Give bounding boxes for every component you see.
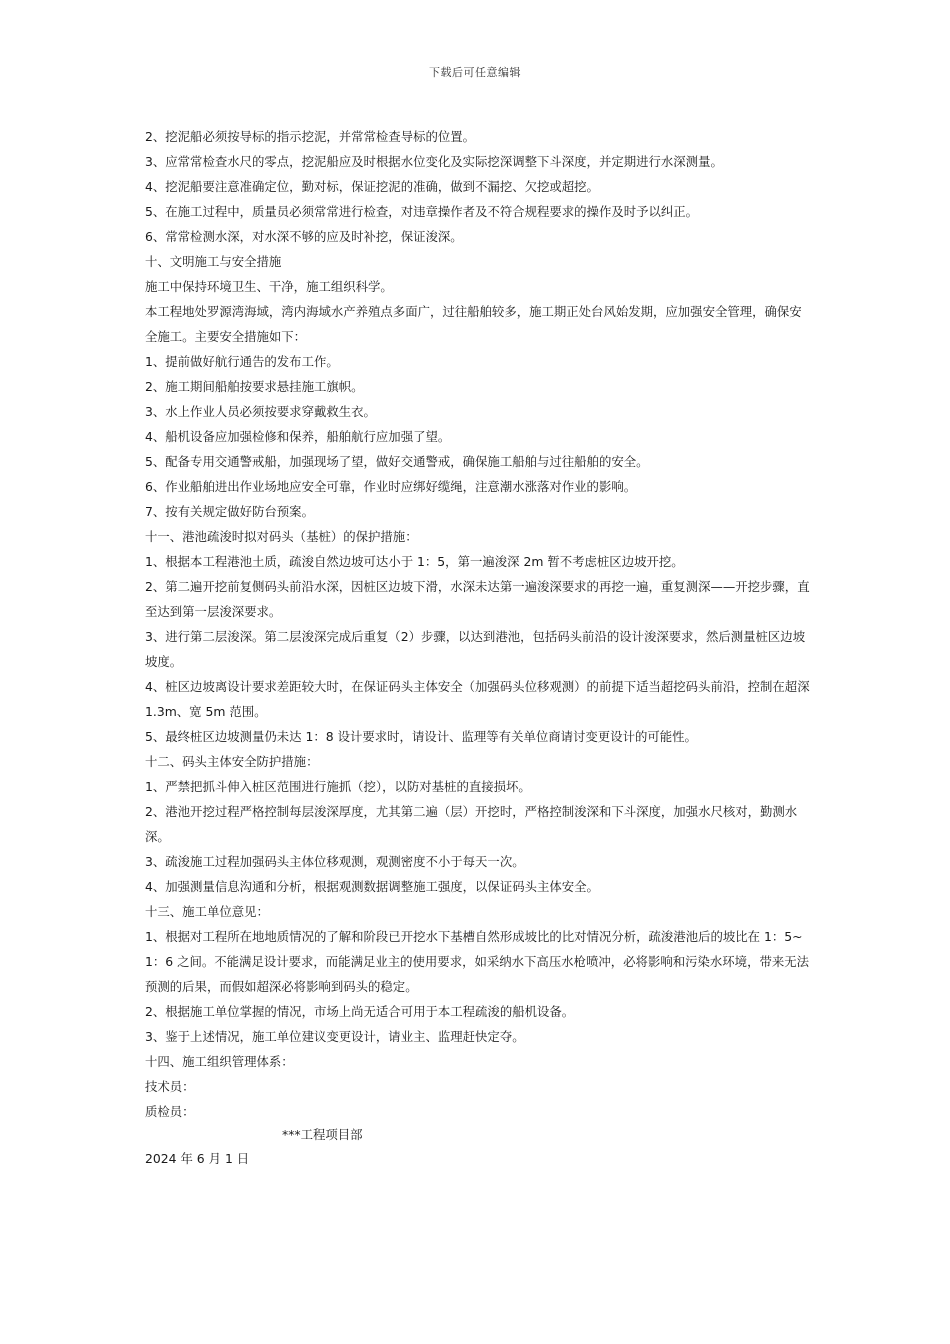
paragraph: 1、根据对工程所在地地质情况的了解和阶段已开挖水下基槽自然形成坡比的比对情况分析，疏浚港池后的坡比在 1：5~1：6 之间。不能满足设计要求，而能满足业主的使用要求，如采纳水下高压水枪喷冲，必将影响和污染水环境，带来无法预测的后果，而假如超深必将影响到码头的稳定。 (145, 929, 810, 994)
paragraph: 1、严禁把抓斗伸入桩区范围进行施抓（挖），以防对基桩的直接损坏。 (145, 779, 531, 794)
paragraph: 3、应常常检查水尺的零点，挖泥船应及时根据水位变化及实际挖深调整下斗深度，并定期进行水深测量。 (145, 154, 723, 169)
paragraph: 2、第二遍开挖前复侧码头前沿水深，因桩区边坡下滑，水深未达第一遍浚深要求的再挖一遍，重复测深——开挖步骤，直至达到第一层浚深要求。 (145, 579, 810, 619)
paragraph: 2、施工期间船舶按要求悬挂施工旗帜。 (145, 379, 364, 394)
section-heading: 十一、港池疏浚时拟对码头（基桩）的保护措施： (145, 529, 418, 544)
paragraph: 施工中保持环境卫生、干净，施工组织科学。 (145, 279, 393, 294)
paragraph: 4、挖泥船要注意准确定位，勤对标，保证挖泥的准确，做到不漏挖、欠挖或超挖。 (145, 179, 599, 194)
technician-label: 技术员： (145, 1079, 195, 1094)
section-heading: 十、文明施工与安全措施 (145, 254, 282, 269)
paragraph: 7、按有关规定做好防台预案。 (145, 504, 314, 519)
paragraph: 5、配备专用交通警戒船，加强现场了望，做好交通警戒，确保施工船舶与过往船舶的安全。 (145, 454, 649, 469)
paragraph: 1、提前做好航行通告的发布工作。 (145, 354, 339, 369)
signature-department: ***工程项目部 (282, 1127, 363, 1142)
paragraph: 4、船机设备应加强检修和保养，船舶航行应加强了望。 (145, 429, 451, 444)
section-heading: 十四、施工组织管理体系： (145, 1054, 294, 1069)
document-body (145, 124, 810, 1124)
paragraph: 6、常常检测水深，对水深不够的应及时补挖，保证浚深。 (145, 229, 463, 244)
signature-date: 2024 年 6 月 1 日 (145, 1151, 250, 1166)
section-heading: 十二、码头主体安全防护措施： (145, 754, 319, 769)
paragraph: 6、作业船舶进出作业场地应安全可靠，作业时应绑好缆绳，注意潮水涨落对作业的影响。 (145, 479, 637, 494)
paragraph: 4、桩区边坡离设计要求差距较大时，在保证码头主体安全（加强码头位移观测）的前提下适当超挖码头前沿，控制在超深 1.3m、宽 5m 范围。 (145, 679, 810, 719)
page-header: 下载后可任意编辑 (429, 66, 521, 79)
paragraph: 1、根据本工程港池土质，疏浚自然边坡可达小于 1：5，第一遍浚深 2m 暂不考虑桩区边坡开挖。 (145, 554, 684, 569)
paragraph: 5、在施工过程中，质量员必须常常进行检查，对违章操作者及不符合规程要求的操作及时予以纠正。 (145, 204, 699, 219)
paragraph: 本工程地处罗源湾海域，湾内海域水产养殖点多面广，过往船舶较多，施工期正处台风始发期，应加强安全管理，确保安全施工。主要安全措施如下： (145, 304, 802, 344)
paragraph: 2、港池开挖过程严格控制每层浚深厚度，尤其第二遍（层）开挖时，严格控制浚深和下斗深度，加强水尺核对，勤测水深。 (145, 804, 798, 844)
paragraph: 5、最终桩区边坡测量仍未达 1：8 设计要求时，请设计、监理等有关单位商请讨变更设计的可能性。 (145, 729, 697, 744)
inspector-label: 质检员： (145, 1104, 195, 1119)
paragraph: 3、水上作业人员必须按要求穿戴救生衣。 (145, 404, 376, 419)
paragraph: 3、鉴于上述情况，施工单位建议变更设计，请业主、监理赶快定夺。 (145, 1029, 525, 1044)
paragraph: 4、加强测量信息沟通和分析，根据观测数据调整施工强度，以保证码头主体安全。 (145, 879, 599, 894)
paragraph: 3、进行第二层浚深。第二层浚深完成后重复（2）步骤，以达到港池，包括码头前沿的设计浚深要求，然后测量桩区边坡坡度。 (145, 629, 806, 669)
section-heading: 十三、施工单位意见： (145, 904, 269, 919)
paragraph: 2、挖泥船必须按导标的指示挖泥，并常常检查导标的位置。 (145, 129, 476, 144)
paragraph: 2、根据施工单位掌握的情况，市场上尚无适合可用于本工程疏浚的船机设备。 (145, 1004, 575, 1019)
paragraph: 3、疏浚施工过程加强码头主体位移观测，观测密度不小于每天一次。 (145, 854, 525, 869)
